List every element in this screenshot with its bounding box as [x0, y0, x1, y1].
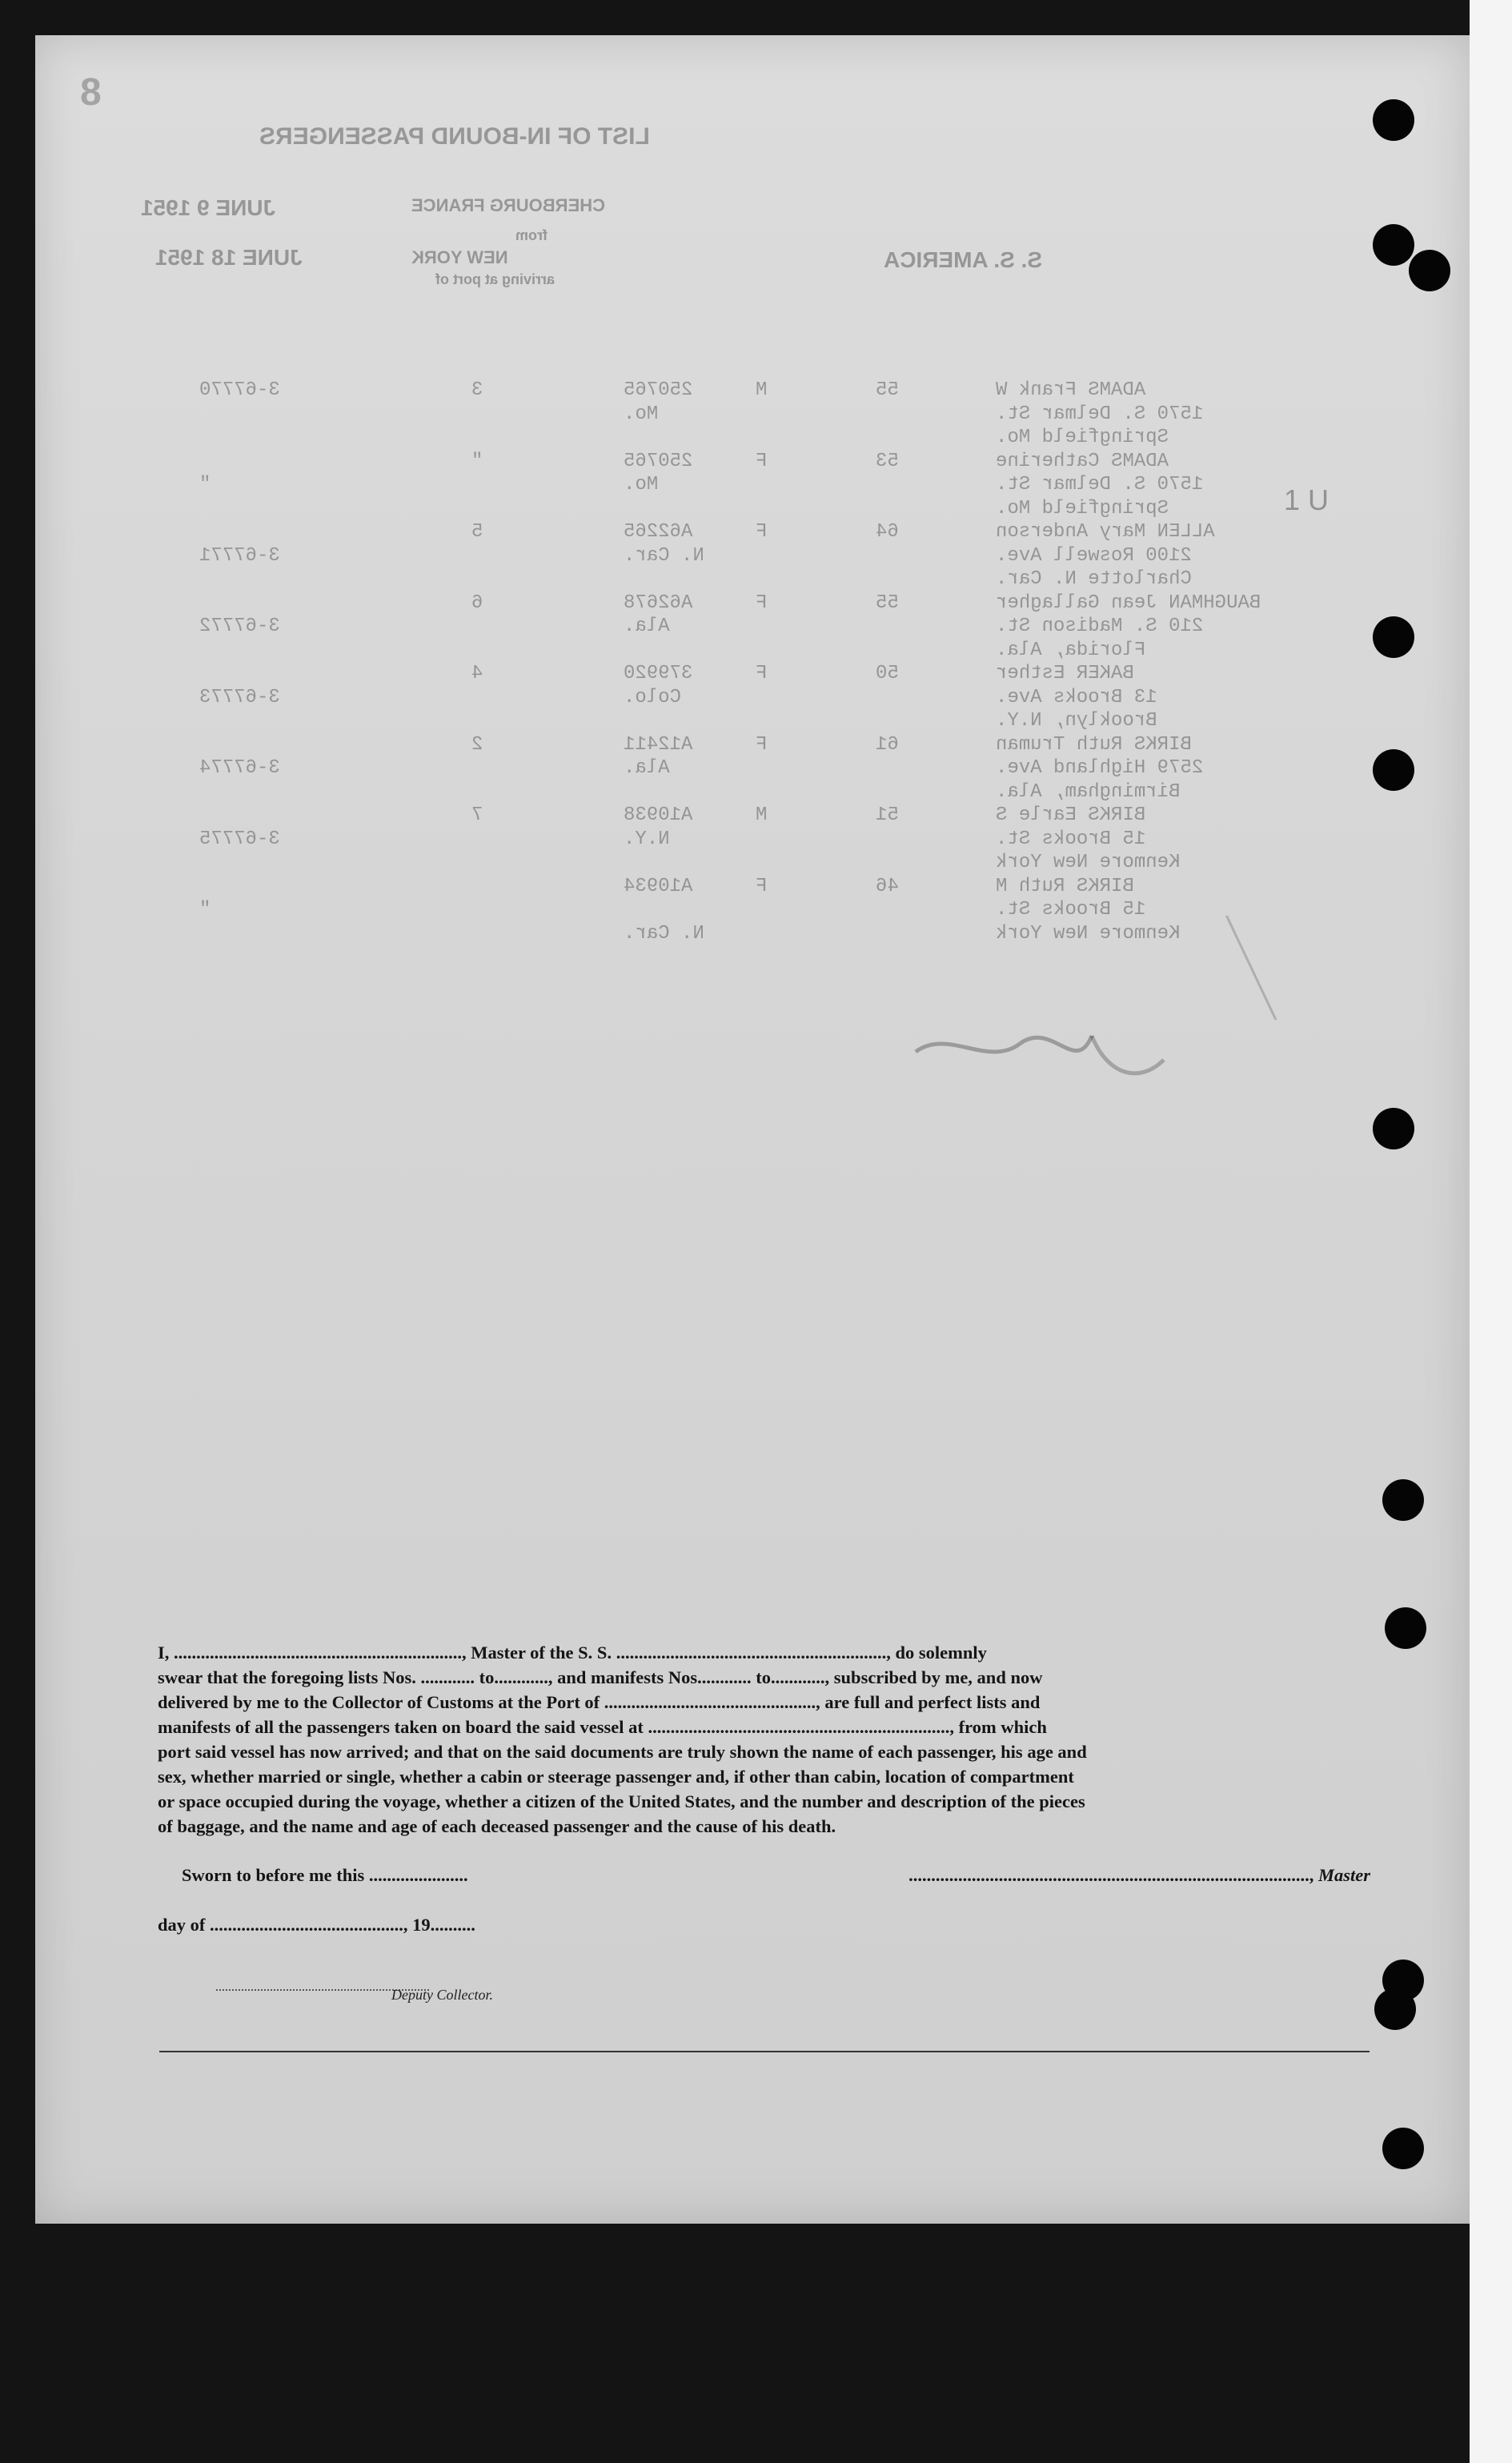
bleed-passport: N.Y.	[624, 828, 670, 850]
oath-line-8: of baggage, and the name and age of each deceased passenger and the cause of his death.	[158, 1816, 836, 1836]
bleed-from: from	[515, 227, 547, 243]
bleed-sex: F	[756, 521, 768, 543]
bleed-passport: A62265	[624, 521, 693, 543]
punch-hole	[1382, 1479, 1424, 1521]
deputy-collector-label: Deputy Collector.	[391, 1987, 493, 2003]
bleed-vessel-line1: CHERBOURG FRANCE	[411, 195, 605, 215]
bleed-name: ADAMS Frank W	[996, 379, 1146, 401]
bleed-vessel-line2: S. S. AMERICA	[884, 247, 1043, 272]
bleed-name: ADAMS Catherine	[996, 450, 1169, 472]
bleed-age: 64	[876, 521, 899, 543]
bleed-name: BIRKS Ruth Truman	[996, 733, 1192, 756]
bleed-name: Florida, Ala.	[996, 639, 1146, 661]
punch-hole	[1382, 2128, 1424, 2169]
bleed-age: 61	[876, 733, 899, 756]
bleed-passport: Ala.	[624, 616, 670, 637]
bleed-arriving: arriving at port of	[435, 271, 555, 287]
bleed-name: 1570 S. Delmar St.	[996, 403, 1204, 425]
bleed-passport: N. Car.	[624, 922, 704, 945]
bleed-number: 5	[471, 521, 483, 543]
bleed-name: 2100 Roswell Ave.	[996, 544, 1192, 567]
day-of-line: day of ..........................................., 19..........	[158, 1915, 475, 1935]
punch-hole	[1373, 224, 1414, 266]
bleed-name: ALLEN Mary Anderson	[996, 521, 1215, 543]
oath-line-1: I, ................................................................, Master of the S. S. ............................................................, do solemnly	[158, 1643, 987, 1663]
bleed-name: Springfield Mo.	[996, 427, 1169, 448]
bleed-age: 55	[876, 592, 899, 614]
oath-line-3: delivered by me to the Collector of Customs at the Port of ..............................................., are full and perfect lists and	[158, 1692, 1041, 1712]
punch-hole	[1409, 250, 1450, 291]
bottom-rule	[159, 2051, 1370, 2052]
bleed-date1: JUNE 9 1951	[141, 195, 276, 220]
bleed-sex: F	[756, 450, 768, 472]
punch-hole	[1385, 1607, 1426, 1649]
bleed-age: 46	[876, 875, 899, 897]
bleed-name: 210 S. Madison St.	[996, 616, 1204, 637]
bleed-age: 53	[876, 450, 899, 472]
bleed-name: 13 Brooks Ave.	[996, 686, 1157, 708]
punch-hole	[1373, 616, 1414, 658]
master-label: Master	[1317, 1865, 1370, 1885]
bleed-passport: A12411	[624, 733, 693, 756]
bleed-sex: F	[756, 592, 768, 614]
deputy-signature-line: ...................................................................	[215, 1980, 430, 1994]
bleed-name: 15 Brooks St.	[996, 899, 1146, 921]
bleed-date2: JUNE 18 1951	[155, 245, 303, 270]
bleed-name: BAKER Esther	[996, 663, 1134, 684]
bleed-list-title: LIST OF IN-BOUND PASSENGERS	[259, 123, 650, 150]
punch-hole	[1373, 749, 1414, 791]
oath-line-4: manifests of all the passengers taken on board the said vessel at ..................................................................., from which	[158, 1717, 1047, 1737]
bleed-name: Charlotte N. Car.	[996, 568, 1192, 590]
bleed-signature-strokes	[900, 916, 1316, 1116]
bleed-passport: Colo.	[624, 686, 682, 708]
bleed-name: 2579 Highland Ave.	[996, 757, 1204, 779]
punch-hole	[1373, 99, 1414, 141]
bleed-passport: 250765	[624, 450, 693, 472]
bleed-name: Birmingham, Ala.	[996, 780, 1181, 803]
master-dots: .........................................................................................,	[908, 1865, 1318, 1885]
bleed-id: 3-67775	[199, 828, 280, 850]
bleed-age: 51	[876, 804, 899, 826]
bleed-name: BAUGHMAN Jean Gallagher	[996, 592, 1261, 614]
bleed-passport: Mo.	[624, 403, 659, 425]
bleed-name: BIRKS Earle S	[996, 804, 1146, 826]
oath-line-6: sex, whether married or single, whether a cabin or steerage passenger and, if other than cabin, location of compartment	[158, 1767, 1074, 1787]
oath-line-5: port said vessel has now arrived; and that on the said documents are truly shown the name of each passenger, his age and	[158, 1742, 1087, 1762]
bleed-number: 6	[471, 592, 483, 614]
bleed-name: 15 Brooks St.	[996, 828, 1146, 850]
bleed-id: 3-67770	[199, 379, 280, 401]
bleed-number: 2	[471, 733, 483, 756]
bleed-age: 50	[876, 663, 899, 684]
bleed-id: 3-67774	[199, 757, 280, 779]
sworn-line	[158, 1865, 1370, 1889]
bleed-sex: F	[756, 733, 768, 756]
bleed-id: 3-67771	[199, 544, 280, 567]
bleed-check-mark: 1 U	[1284, 483, 1330, 516]
bleed-id: "	[199, 474, 211, 495]
bleed-id: "	[199, 899, 211, 921]
bleed-passport: A10934	[624, 875, 693, 897]
bleed-name: Kenmore New York	[996, 852, 1181, 873]
manifest-page	[35, 35, 1470, 2224]
bleed-name: Kenmore New York	[996, 922, 1181, 945]
bleed-sex: F	[756, 663, 768, 684]
bleed-page-number: 8	[80, 71, 102, 114]
punch-hole	[1374, 1988, 1416, 2030]
bleed-number: "	[471, 450, 483, 472]
bleed-age: 55	[876, 379, 899, 401]
oath-line-7: or space occupied during the voyage, whether a citizen of the United States, and the number and description of the pieces	[158, 1791, 1085, 1811]
bleed-id: 3-67773	[199, 686, 280, 708]
oath-line-2: swear that the foregoing lists Nos. ............ to............, and manifests Nos............ to............, subscribed by me, and now	[158, 1667, 1043, 1687]
right-margin-strip	[1470, 0, 1512, 2463]
bleed-passport: 379920	[624, 663, 693, 684]
bleed-passport: A62678	[624, 592, 693, 614]
oath-paragraph	[158, 1640, 1370, 1839]
bleed-number: 7	[471, 804, 483, 826]
bleed-name: Brooklyn, N.Y.	[996, 710, 1157, 732]
master-signature-line	[908, 1865, 1370, 1886]
bleed-passport: Mo.	[624, 474, 659, 495]
bleed-name: Springfield Mo.	[996, 497, 1169, 519]
bleed-name: BIRKS Ruth M	[996, 875, 1134, 897]
sworn-before-text: Sworn to before me this ......................	[182, 1865, 468, 1885]
punch-hole	[1373, 1108, 1414, 1149]
bleed-name: 1570 S. Delmar St.	[996, 474, 1204, 495]
bleed-number: 3	[471, 379, 483, 401]
bleed-number: 4	[471, 663, 483, 684]
bleed-sex: F	[756, 875, 768, 897]
bleed-port: NEW YORK	[411, 247, 508, 267]
bleed-passport: Ala.	[624, 757, 670, 779]
bleed-passport: A10938	[624, 804, 693, 826]
bleed-sex: M	[756, 379, 768, 401]
bleed-passport: 250765	[624, 379, 693, 401]
bleed-sex: M	[756, 804, 768, 826]
bleed-id: 3-67772	[199, 616, 280, 637]
bleed-passport: N. Car.	[624, 544, 704, 567]
